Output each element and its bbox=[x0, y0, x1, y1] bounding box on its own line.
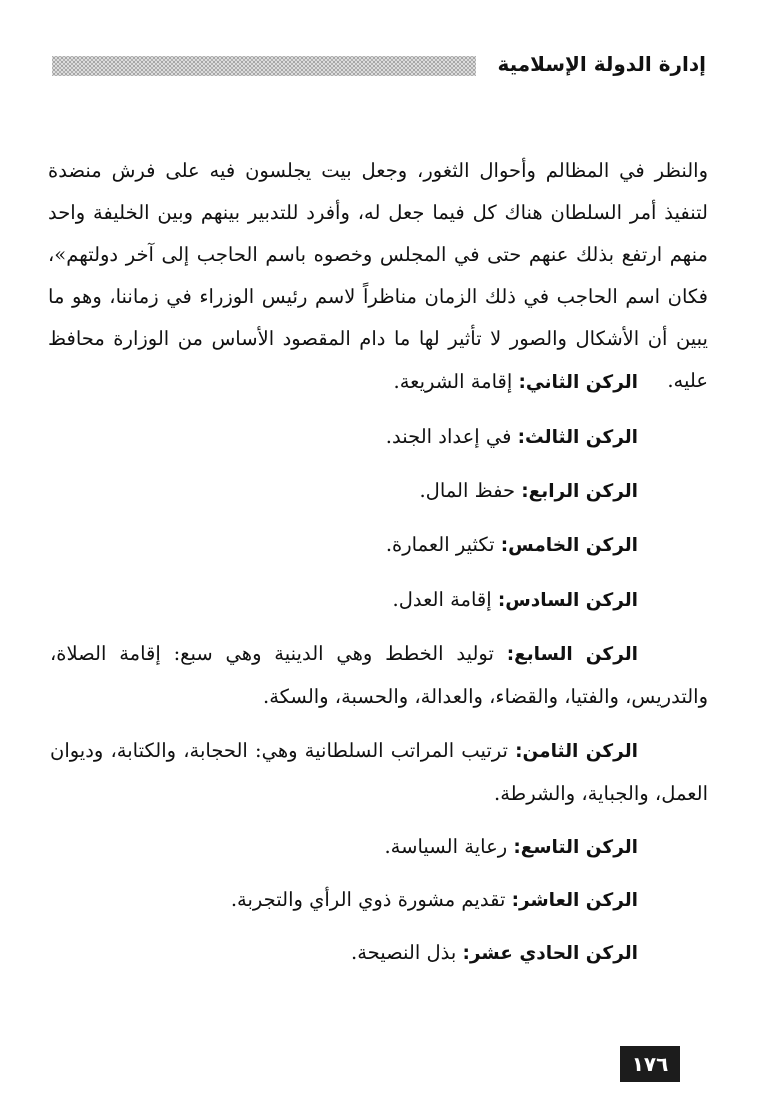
pillar-text: حفظ المال. bbox=[419, 479, 516, 502]
pillar-5 bbox=[386, 524, 638, 567]
pillar-text: تقديم مشورة ذوي الرأي والتجربة. bbox=[230, 888, 506, 911]
pillar-label: الركن السادس: bbox=[497, 590, 638, 611]
pillar-label: الركن الثاني: bbox=[518, 372, 638, 393]
pillar-10 bbox=[231, 879, 638, 922]
pillar-label: الركن التاسع: bbox=[513, 837, 638, 858]
pillar-label: الركن الثامن: bbox=[515, 741, 638, 762]
pillar-text: إقامة الشريعة. bbox=[393, 370, 513, 393]
pillar-label: الركن العاشر: bbox=[511, 890, 638, 911]
pillar-text: إقامة العدل. bbox=[392, 588, 492, 611]
pillar-11 bbox=[351, 932, 638, 975]
pillar-4 bbox=[419, 470, 638, 513]
body-paragraph: والنظر في المظالم وأحوال الثغور، وجعل بيت يجلسون فيه على فرش منضدة لتنفيذ أمر السلطان هناك كل فيما جعل له، وأفرد للتدبير بينهم وبين الخليفة واحد منهم ارتفع بذلك عنهم حتى في المجلس وخصوه باسم الحاجب إلى آخر دولتهم»، فكان اسم الحاجب في ذلك الزمان مناظراً لاسم رئيس الوزراء في زماننا، وهو ما يبين أن الأشكال والصور لا تأثير لها ما دام المقصود الأساس من الوزارة محافظ عليه. bbox=[48, 159, 708, 392]
running-header-title: إدارة الدولة الإسلامية bbox=[497, 52, 706, 76]
pillar-label: الركن السابع: bbox=[506, 644, 638, 665]
pillar-text: رعاية السياسة. bbox=[384, 835, 508, 858]
pillar-text: توليد الخطط وهي الدينية وهي سبع: إقامة الصلاة، والتدريس، والفتيا، والقضاء، والعدالة، والحسبة، والسكة. bbox=[50, 642, 708, 708]
pillar-9 bbox=[384, 826, 638, 869]
header-decorative-band bbox=[52, 56, 476, 76]
pillar-text: بذل النصيحة. bbox=[351, 941, 457, 964]
pillar-label: الركن الرابع: bbox=[521, 481, 638, 502]
pillar-7 bbox=[50, 633, 708, 718]
pillar-label: الركن الثالث: bbox=[517, 427, 638, 448]
pillar-2 bbox=[394, 361, 638, 404]
pillar-label: الركن الخامس: bbox=[500, 535, 638, 556]
pillar-6 bbox=[393, 579, 638, 622]
pillar-text: ترتيب المراتب السلطانية وهي: الحجابة، والكتابة، وديوان العمل، والجباية، والشرطة. bbox=[50, 739, 708, 805]
pillar-label: الركن الحادي عشر: bbox=[462, 943, 638, 964]
pillar-8 bbox=[50, 730, 708, 815]
pillar-text: تكثير العمارة. bbox=[385, 533, 495, 556]
pillar-3 bbox=[386, 416, 638, 459]
page-number: ١٧٦ bbox=[620, 1046, 680, 1082]
pillar-text: في إعداد الجند. bbox=[385, 425, 512, 448]
